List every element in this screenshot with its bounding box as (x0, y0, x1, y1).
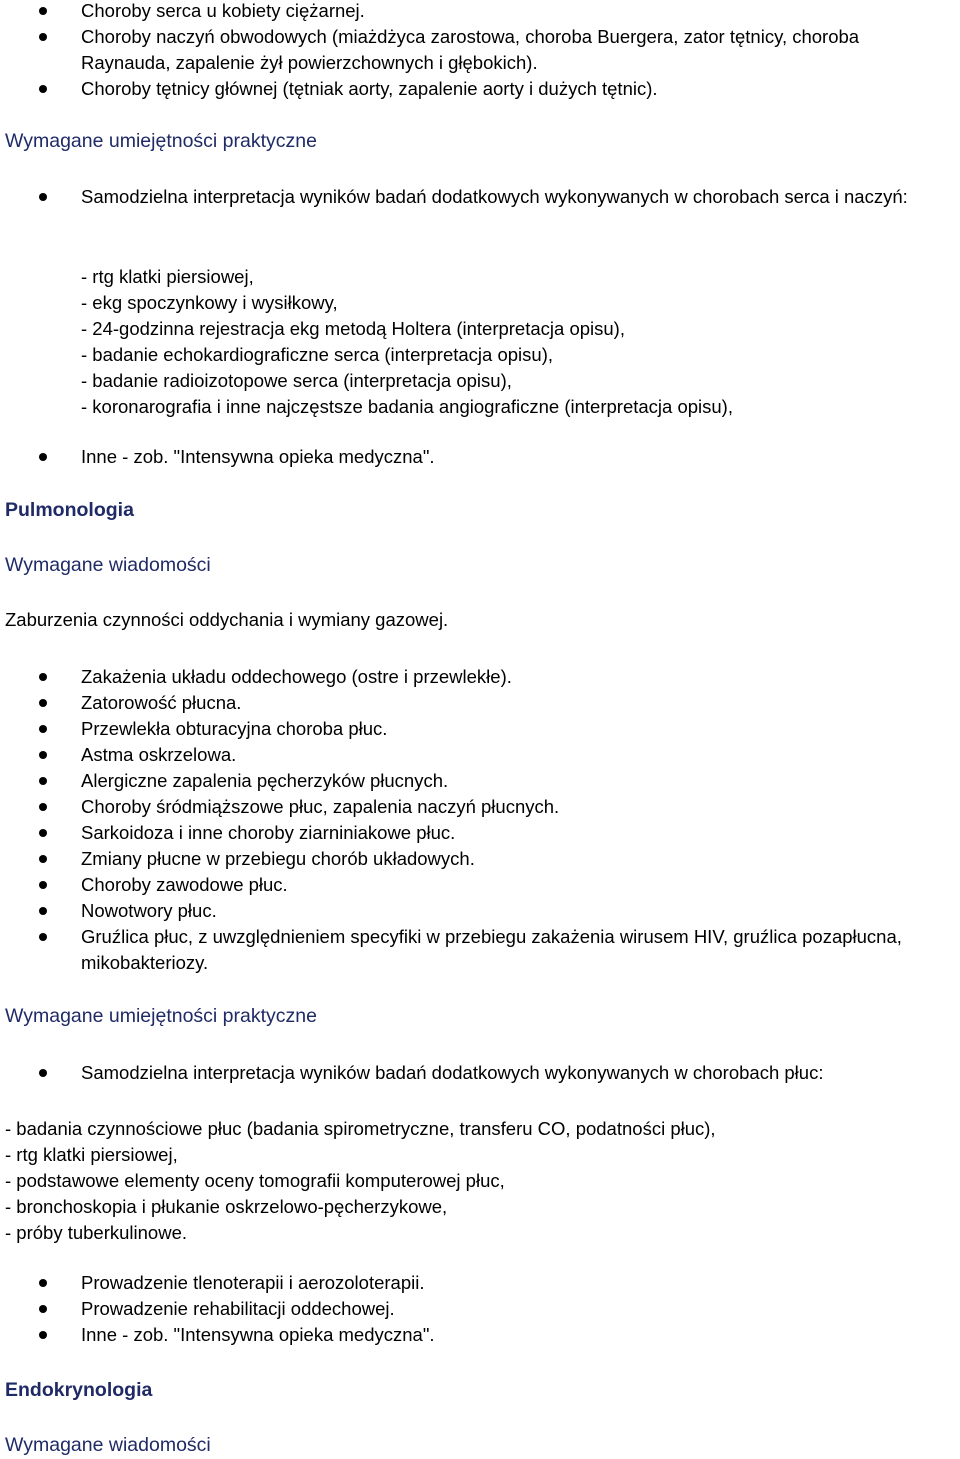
cardio-tests-list (81, 264, 733, 420)
pulmo-diseases-list (0, 664, 960, 976)
list-item: Choroby serca u kobiety ciężarnej. (0, 0, 960, 24)
list-item: Zakażenia układu oddechowego (ostre i przewlekłe). (0, 664, 960, 690)
endo-knowledge-heading: Wymagane wiadomości (5, 1434, 211, 1456)
list-item: Choroby zawodowe płuc. (0, 872, 960, 898)
pulmo-skills-heading: Wymagane umiejętności praktyczne (5, 1005, 317, 1027)
bullet-icon (39, 855, 47, 863)
list-item: Choroby tętnicy głównej (tętniak aorty, zapalenie aorty i dużych tętnic). (0, 76, 960, 102)
bullet-icon (39, 907, 47, 915)
pulmo-skills-intro (0, 1060, 960, 1086)
list-item: Inne - zob. "Intensywna opieka medyczna". (0, 1322, 960, 1348)
pulmo-knowledge-heading: Wymagane wiadomości (5, 554, 211, 576)
list-item: Alergiczne zapalenia pęcherzyków płucnych. (0, 768, 960, 794)
list-item: - badania czynnościowe płuc (badania spirometryczne, transferu CO, podatności płuc), (5, 1118, 716, 1139)
bullet-icon (39, 1279, 47, 1287)
list-item: Zatorowość płucna. (0, 690, 960, 716)
list-item: Samodzielna interpretacja wyników badań dodatkowych wykonywanych w chorobach płuc: (0, 1060, 960, 1086)
list-item: - próby tuberkulinowe. (5, 1222, 188, 1243)
list-item: Nowotwory płuc. (0, 898, 960, 924)
list-item: Samodzielna interpretacja wyników badań dodatkowych wykonywanych w chorobach serca i naczyń: (0, 184, 960, 210)
bullet-icon (39, 1331, 47, 1339)
list-item: Prowadzenie rehabilitacji oddechowej. (0, 1296, 960, 1322)
pulmo-practice-list (0, 1270, 960, 1348)
bullet-icon (39, 777, 47, 785)
cardiology-diseases-list (0, 0, 960, 102)
section-title-endocrinology: Endokrynologia (5, 1379, 153, 1401)
list-item: - ekg spoczynkowy i wysiłkowy, (81, 292, 338, 313)
pulmo-tests-list (5, 1116, 716, 1246)
list-item: - badanie radioizotopowe serca (interpretacja opisu), (81, 370, 512, 391)
bullet-icon (39, 1305, 47, 1313)
bullet-icon (39, 673, 47, 681)
bullet-icon (39, 33, 47, 41)
bullet-icon (39, 829, 47, 837)
list-item: Zmiany płucne w przebiegu chorób układowych. (0, 846, 960, 872)
bullet-icon (39, 699, 47, 707)
pulmo-intro: Zaburzenia czynności oddychania i wymiany gazowej. (5, 609, 449, 630)
list-item: Astma oskrzelowa. (0, 742, 960, 768)
bullet-icon (39, 803, 47, 811)
bullet-icon (39, 7, 47, 15)
bullet-icon (39, 193, 47, 201)
list-item: Choroby śródmiąższowe płuc, zapalenia naczyń płucnych. (0, 794, 960, 820)
list-item: Gruźlica płuc, z uwzględnieniem specyfiki w przebiegu zakażenia wirusem HIV, gruźlica pozapłucna, mikobakteriozy. (0, 924, 960, 976)
bullet-icon (39, 725, 47, 733)
section-title-pulmonology: Pulmonologia (5, 499, 134, 521)
list-item: - podstawowe elementy oceny tomografii komputerowej płuc, (5, 1170, 505, 1191)
bullet-icon (39, 933, 47, 941)
list-item: Przewlekła obturacyjna choroba płuc. (0, 716, 960, 742)
list-item: Choroby naczyń obwodowych (miażdżyca zarostowa, choroba Buergera, zator tętnicy, choroba Raynauda, zapalenie żył powierzchownych i głębokich). (0, 24, 960, 76)
bullet-icon (39, 881, 47, 889)
cardio-skills-heading: Wymagane umiejętności praktyczne (5, 130, 317, 152)
list-item: - 24-godzinna rejestracja ekg metodą Holtera (interpretacja opisu), (81, 318, 625, 339)
bullet-icon (39, 85, 47, 93)
list-item: - koronarografia i inne najczęstsze badania angiograficzne (interpretacja opisu), (81, 396, 733, 417)
list-item: - bronchoskopia i płukanie oskrzelowo-pęcherzykowe, (5, 1196, 448, 1217)
bullet-icon (39, 453, 47, 461)
list-item: - badanie echokardiograficzne serca (interpretacja opisu), (81, 344, 554, 365)
list-item: Prowadzenie tlenoterapii i aerozoloterapii. (0, 1270, 960, 1296)
bullet-icon (39, 1069, 47, 1077)
cardio-skills-intro (0, 184, 960, 210)
list-item: - rtg klatki piersiowej, (81, 266, 254, 287)
bullet-icon (39, 751, 47, 759)
list-item: - rtg klatki piersiowej, (5, 1144, 178, 1165)
list-item: Sarkoidoza i inne choroby ziarniniakowe płuc. (0, 820, 960, 846)
list-item: Inne - zob. "Intensywna opieka medyczna". (0, 444, 960, 470)
cardio-other (0, 444, 960, 470)
